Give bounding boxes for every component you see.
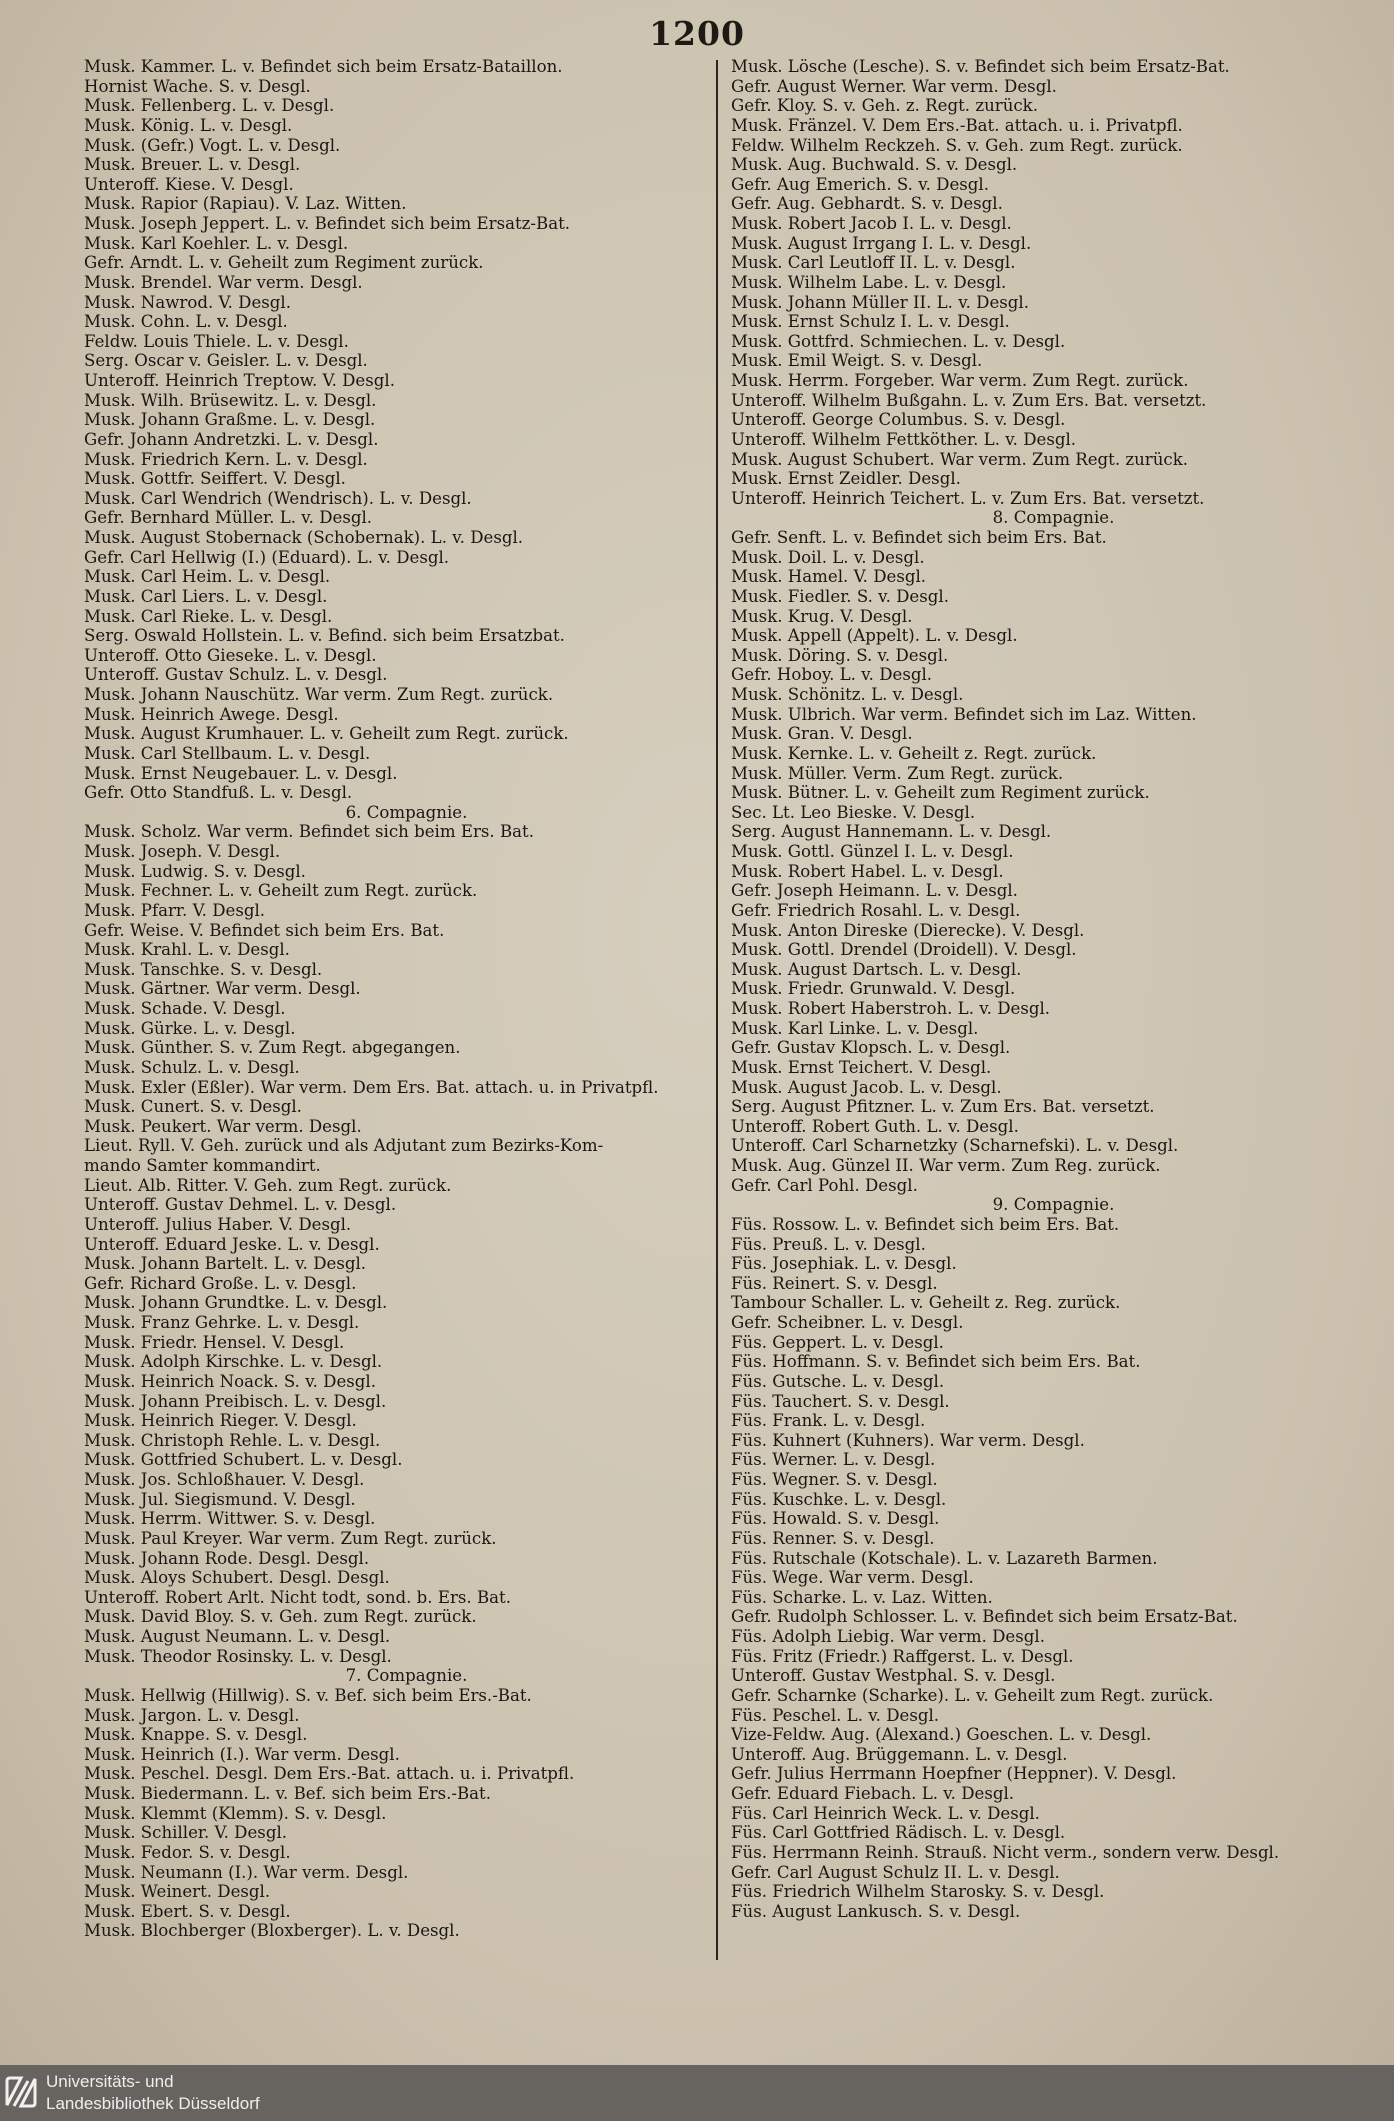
right-entry-line: Vize-Feldw. Aug. (Alexand.) Goeschen. L. v. Desgl.	[731, 1725, 1152, 1745]
left-entry-line: Musk. Schade. V. Desgl.	[84, 999, 286, 1018]
left-entry-line: Musk. Schulz. L. v. Desgl.	[84, 1057, 300, 1077]
right-entry-line: Musk. Gottl. Drendel (Droidell). V. Desgl.	[731, 940, 1077, 960]
right-entry-line: Füs. Carl Heinrich Weck. L. v. Desgl.	[731, 1803, 1040, 1823]
right-entry-line: Unteroff. Gustav Westphal. S. v. Desgl.	[731, 1666, 1056, 1686]
left-entry-line: Musk. Johann Nauschütz. War verm. Zum Regt. zurück.	[84, 685, 554, 704]
left-entry-line: Musk. Hellwig (Hillwig). S. v. Bef. sich beim Ers.-Bat.	[84, 1685, 532, 1705]
left-entry-line: Hornist Wache. S. v. Desgl.	[84, 76, 311, 96]
library-name-line1: Universitäts- und	[46, 2072, 174, 2091]
right-entry-line: Musk. Karl Linke. L. v. Desgl.	[731, 1018, 979, 1038]
left-entry-line: Unteroff. Gustav Dehmel. L. v. Desgl.	[84, 1195, 397, 1215]
right-entry-line: Füs. Kuschke. L. v. Desgl.	[731, 1489, 947, 1509]
right-entry-line: Musk. Müller. Verm. Zum Regt. zurück.	[731, 763, 1064, 783]
left-entry-line: Musk. Joseph Jeppert. L. v. Befindet sich beim Ersatz-Bat.	[84, 214, 571, 233]
left-entry-line: Gefr. Carl Hellwig (I.) (Eduard). L. v. Desgl.	[84, 547, 450, 567]
right-entry-line: Musk. Schönitz. L. v. Desgl.	[731, 685, 964, 704]
right-entry-line: Gefr. Carl Pohl. Desgl.	[731, 1175, 918, 1195]
right-entry-line: Füs. Adolph Liebig. War verm. Desgl.	[731, 1627, 1045, 1646]
left-entry-line: Musk. Cunert. S. v. Desgl.	[84, 1097, 302, 1117]
left-entry-line: Musk. Gürke. L. v. Desgl.	[84, 1018, 296, 1038]
left-entry-line: Musk. Carl Wendrich (Wendrisch). L. v. Desgl.	[84, 488, 472, 508]
right-entry-line: Musk. Robert Habel. L. v. Desgl.	[731, 861, 1004, 881]
right-entry-line: Musk. Bütner. L. v. Geheilt zum Regiment zurück.	[731, 783, 1150, 803]
right-entry-line: Musk. Aug. Günzel II. War verm. Zum Reg. zurück.	[731, 1156, 1161, 1175]
left-column	[84, 57, 729, 1941]
left-entry-line: Musk. Klemmt (Klemm). S. v. Desgl.	[84, 1803, 387, 1823]
right-entry-line: Musk. Gottl. Günzel I. L. v. Desgl.	[731, 842, 1014, 861]
left-entry-line: Musk. Gottfried Schubert. L. v. Desgl.	[84, 1450, 403, 1470]
left-entry-line: Musk. Carl Rieke. L. v. Desgl.	[84, 606, 333, 626]
right-section-heading: 9. Compagnie.	[992, 1195, 1115, 1215]
right-entry-line: Füs. Werner. L. v. Desgl.	[731, 1450, 936, 1470]
right-entry-line: Füs. Rossow. L. v. Befindet sich beim Ers. Bat.	[731, 1214, 1120, 1234]
left-entry-line: Musk. Fechner. L. v. Geheilt zum Regt. zurück.	[84, 881, 478, 901]
left-entry-line: Musk. Scholz. War verm. Befindet sich beim Ers. Bat.	[84, 822, 534, 842]
right-entry-line: Unteroff. Wilhelm Bußgahn. L. v. Zum Ers. Bat. versetzt.	[731, 390, 1207, 410]
left-entry-line: Musk. Heinrich Noack. S. v. Desgl.	[84, 1371, 377, 1391]
left-entry-line: Musk. David Bloy. S. v. Geh. zum Regt. zurück.	[84, 1607, 477, 1627]
left-entry-line: Musk. August Stobernack (Schobernak). L. v. Desgl.	[84, 528, 524, 547]
right-entry-line: Unteroff. Carl Scharnetzky (Scharnefski). L. v. Desgl.	[731, 1136, 1179, 1156]
left-entry-line: Musk. Friedr. Hensel. V. Desgl.	[84, 1332, 345, 1352]
right-entry-line: Musk. Robert Jacob I. L. v. Desgl.	[731, 214, 1012, 233]
right-entry-line: Füs. Carl Gottfried Rädisch. L. v. Desgl.	[731, 1823, 1066, 1843]
left-entry-line: Musk. Ebert. S. v. Desgl.	[84, 1901, 291, 1921]
left-entry-line: Unteroff. Gustav Schulz. L. v. Desgl.	[84, 665, 388, 685]
right-entry-line: Gefr. Kloy. S. v. Geh. z. Regt. zurück.	[731, 96, 1038, 116]
left-entry-line: Musk. Jargon. L. v. Desgl.	[84, 1705, 300, 1725]
right-entry-line: Musk. August Schubert. War verm. Zum Regt. zurück.	[731, 449, 1189, 469]
right-entry-line: Füs. Fritz (Friedr.) Raffgerst. L. v. Desgl.	[731, 1646, 1074, 1666]
left-entry-line: Musk. Friedrich Kern. L. v. Desgl.	[84, 449, 368, 469]
left-entry-line: Unteroff. Kiese. V. Desgl.	[84, 174, 294, 194]
left-entry-line: Musk. Nawrod. V. Desgl.	[84, 292, 291, 312]
right-entry-line: Musk. August Jacob. L. v. Desgl.	[731, 1077, 1002, 1097]
right-entry-line: Gefr. Carl August Schulz II. L. v. Desgl.	[731, 1862, 1060, 1882]
left-entry-line: Musk. Carl Heim. L. v. Desgl.	[84, 567, 331, 587]
right-entry-line: Gefr. Gustav Klopsch. L. v. Desgl.	[731, 1038, 1011, 1058]
right-entry-line: Unteroff. Robert Guth. L. v. Desgl.	[731, 1116, 1019, 1136]
right-entry-line: Musk. August Dartsch. L. v. Desgl.	[731, 959, 1022, 979]
right-entry-line: Serg. August Pfitzner. L. v. Zum Ers. Bat. versetzt.	[731, 1097, 1155, 1117]
left-entry-line: Musk. Peukert. War verm. Desgl.	[84, 1116, 362, 1136]
left-entry-line: Musk. Heinrich Rieger. V. Desgl.	[84, 1411, 357, 1431]
right-entry-line: Feldw. Wilhelm Reckzeh. S. v. Geh. zum Regt. zurück.	[731, 135, 1183, 155]
left-entry-line: Musk. Jul. Siegismund. V. Desgl.	[84, 1489, 356, 1509]
right-entry-line: Gefr. Joseph Heimann. L. v. Desgl.	[731, 881, 1018, 901]
right-entry-line: Gefr. Scharnke (Scharke). L. v. Geheilt zum Regt. zurück.	[731, 1685, 1214, 1705]
right-entry-line: Füs. Scharke. L. v. Laz. Witten.	[731, 1587, 993, 1607]
left-entry-line: Musk. Biedermann. L. v. Bef. sich beim Ers.-Bat.	[84, 1784, 491, 1803]
right-entry-line: Gefr. Rudolph Schlosser. L. v. Befindet sich beim Ersatz-Bat.	[731, 1607, 1238, 1627]
left-entry-line: Musk. August Neumann. L. v. Desgl.	[84, 1627, 391, 1646]
right-column	[731, 57, 1376, 1921]
left-entry-line: Gefr. Arndt. L. v. Geheilt zum Regiment zurück.	[84, 253, 484, 273]
left-entry-line: Musk. Tanschke. S. v. Desgl.	[84, 959, 323, 979]
right-entry-line: Gefr. Eduard Fiebach. L. v. Desgl.	[731, 1784, 1015, 1803]
right-entry-line: Füs. Reinert. S. v. Desgl.	[731, 1273, 938, 1293]
left-entry-line: Serg. Oswald Hollstein. L. v. Befind. sich beim Ersatzbat.	[84, 626, 565, 646]
left-entry-line: Musk. Johann Graßme. L. v. Desgl.	[84, 410, 376, 430]
right-entry-line: Musk. Wilhelm Labe. L. v. Desgl.	[731, 272, 1007, 292]
left-entry-line: Musk. Johann Grundtke. L. v. Desgl.	[84, 1293, 388, 1313]
left-entry-line: Musk. Karl Koehler. L. v. Desgl.	[84, 233, 349, 253]
left-entry-line: Lieut. Alb. Ritter. V. Geh. zum Regt. zurück.	[84, 1175, 452, 1195]
left-entry-line: Musk. Neumann (I.). War verm. Desgl.	[84, 1862, 409, 1882]
right-entry-line: Musk. Appell (Appelt). L. v. Desgl.	[731, 626, 1018, 646]
right-entry-line: Musk. Friedr. Grunwald. V. Desgl.	[731, 979, 1016, 999]
left-entry-line: Musk. Fellenberg. L. v. Desgl.	[84, 96, 335, 116]
right-entry-line: Gefr. Friedrich Rosahl. L. v. Desgl.	[731, 900, 1021, 920]
left-entry-line: Gefr. Otto Standfuß. L. v. Desgl.	[84, 783, 353, 803]
left-entry-line: Lieut. Ryll. V. Geh. zurück und als Adjutant zum Bezirks-Kom-	[84, 1136, 604, 1156]
left-entry-line: Musk. Johann Bartelt. L. v. Desgl.	[84, 1254, 367, 1274]
left-entry-line: Unteroff. Eduard Jeske. L. v. Desgl.	[84, 1234, 380, 1254]
right-entry-line: Musk. Lösche (Lesche). S. v. Befindet sich beim Ersatz-Bat.	[731, 57, 1230, 76]
right-entry-line: Füs. Wegner. S. v. Desgl.	[731, 1470, 938, 1489]
right-entry-line: Füs. Rutschale (Kotschale). L. v. Lazareth Barmen.	[731, 1548, 1158, 1568]
right-entry-line: Füs. Tauchert. S. v. Desgl.	[731, 1391, 950, 1411]
left-entry-line: Musk. Knappe. S. v. Desgl.	[84, 1725, 308, 1745]
right-entry-line: Füs. Hoffmann. S. v. Befindet sich beim Ers. Bat.	[731, 1352, 1141, 1372]
left-entry-line: Musk. Kammer. L. v. Befindet sich beim Ersatz-Bataillon.	[84, 57, 563, 76]
library-name-line2: Landesbibliothek Düsseldorf	[46, 2094, 260, 2113]
left-entry-line: Musk. Johann Preibisch. L. v. Desgl.	[84, 1391, 387, 1411]
left-entry-line: Musk. Breuer. L. v. Desgl.	[84, 155, 301, 175]
right-entry-line: Musk. Herrm. Forgeber. War verm. Zum Regt. zurück.	[731, 371, 1189, 390]
left-entry-line: Unteroff. Otto Gieseke. L. v. Desgl.	[84, 645, 377, 665]
right-entry-line: Tambour Schaller. L. v. Geheilt z. Reg. zurück.	[731, 1293, 1121, 1313]
left-entry-line: Unteroff. Robert Arlt. Nicht todt, sond. b. Ers. Bat.	[84, 1587, 511, 1607]
library-footer	[0, 2065, 1394, 2121]
left-entry-line: Musk. August Krumhauer. L. v. Geheilt zum Regt. zurück.	[84, 724, 569, 744]
right-entry-line: Füs. Herrmann Reinh. Strauß. Nicht verm., sondern verw. Desgl.	[731, 1842, 1280, 1862]
right-entry-line: Musk. Kernke. L. v. Geheilt z. Regt. zurück.	[731, 743, 1097, 763]
left-entry-line: Gefr. Richard Große. L. v. Desgl.	[84, 1273, 357, 1293]
right-entry-line: Musk. Ernst Zeidler. Desgl.	[731, 469, 961, 489]
left-entry-line: Musk. Ernst Neugebauer. L. v. Desgl.	[84, 763, 398, 783]
left-entry-line: Musk. Adolph Kirschke. L. v. Desgl.	[84, 1352, 383, 1372]
right-entry-line: Unteroff. Wilhelm Fettköther. L. v. Desgl.	[731, 429, 1077, 449]
right-entry-line: Füs. Gutsche. L. v. Desgl.	[731, 1371, 945, 1391]
left-entry-line: Musk. Theodor Rosinsky. L. v. Desgl.	[84, 1646, 392, 1666]
right-entry-line: Musk. August Irrgang I. L. v. Desgl.	[731, 233, 1032, 253]
left-entry-line: Musk. Pfarr. V. Desgl.	[84, 900, 266, 920]
left-entry-line: Musk. Jos. Schloßhauer. V. Desgl.	[84, 1470, 365, 1489]
left-entry-line: Musk. Brendel. War verm. Desgl.	[84, 272, 363, 292]
right-entry-line: Musk. Krug. V. Desgl.	[731, 606, 913, 626]
left-entry-line: Musk. Carl Liers. L. v. Desgl.	[84, 586, 328, 606]
right-entry-line: Musk. Anton Direske (Dierecke). V. Desgl.	[731, 920, 1085, 940]
left-entry-line: Musk. Wilh. Brüsewitz. L. v. Desgl.	[84, 390, 377, 410]
left-entry-line: Musk. Christoph Rehle. L. v. Desgl.	[84, 1430, 381, 1450]
left-entry-line: Unteroff. Heinrich Treptow. V. Desgl.	[84, 371, 395, 390]
right-entry-line: Musk. Doil. L. v. Desgl.	[731, 547, 925, 567]
right-entry-line: Serg. August Hannemann. L. v. Desgl.	[731, 822, 1052, 842]
right-entry-line: Musk. Carl Leutloff II. L. v. Desgl.	[731, 253, 1016, 273]
right-entry-line: Musk. Johann Müller II. L. v. Desgl.	[731, 292, 1030, 312]
right-entry-line: Musk. Gottfrd. Schmiechen. L. v. Desgl.	[731, 331, 1066, 351]
right-entry-line: Füs. Howald. S. v. Desgl.	[731, 1509, 940, 1529]
left-entry-line: Musk. Blochberger (Bloxberger). L. v. Desgl.	[84, 1921, 460, 1941]
left-section-heading: 7. Compagnie.	[345, 1666, 468, 1686]
column-divider	[716, 60, 718, 1960]
right-entry-line: Gefr. Senft. L. v. Befindet sich beim Ers. Bat.	[731, 528, 1107, 547]
right-entry-line: Gefr. August Werner. War verm. Desgl.	[731, 76, 1057, 96]
left-entry-line: Musk. Heinrich Awege. Desgl.	[84, 704, 339, 724]
right-entry-line: Füs. Geppert. L. v. Desgl.	[731, 1332, 944, 1352]
left-entry-line: Musk. Peschel. Desgl. Dem Ers.-Bat. attach. u. i. Privatpfl.	[84, 1764, 575, 1784]
right-entry-line: Sec. Lt. Leo Bieske. V. Desgl.	[731, 802, 976, 822]
left-entry-line: Gefr. Bernhard Müller. L. v. Desgl.	[84, 508, 373, 528]
right-entry-line: Füs. August Lankusch. S. v. Desgl.	[731, 1901, 1021, 1921]
right-entry-line: Unteroff. Aug. Brüggemann. L. v. Desgl.	[731, 1744, 1068, 1764]
right-entry-line: Musk. Fränzel. V. Dem Ers.-Bat. attach. u. i. Privatpfl.	[731, 115, 1183, 135]
ulb-duesseldorf-logo-icon	[4, 2075, 38, 2109]
library-name	[46, 2071, 260, 2115]
right-entry-line: Gefr. Aug. Gebhardt. S. v. Desgl.	[731, 194, 1003, 214]
left-entry-line: Musk. Aloys Schubert. Desgl. Desgl.	[84, 1568, 390, 1588]
right-entry-line: Musk. Robert Haberstroh. L. v. Desgl.	[731, 999, 1051, 1018]
right-entry-line: Füs. Preuß. L. v. Desgl.	[731, 1234, 926, 1254]
right-entry-line: Musk. Aug. Buchwald. S. v. Desgl.	[731, 155, 1018, 175]
left-entry-line: Musk. Johann Rode. Desgl. Desgl.	[84, 1548, 370, 1568]
left-entry-line: Musk. Heinrich (I.). War verm. Desgl.	[84, 1744, 400, 1764]
right-entry-line: Füs. Frank. L. v. Desgl.	[731, 1411, 926, 1431]
left-entry-line: Musk. Cohn. L. v. Desgl.	[84, 312, 288, 332]
left-entry-line: Musk. Ludwig. S. v. Desgl.	[84, 861, 306, 881]
left-entry-line: Musk. Exler (Eßler). War verm. Dem Ers. Bat. attach. u. in Privatpfl.	[84, 1077, 659, 1097]
right-section-heading: 8. Compagnie.	[992, 508, 1115, 528]
right-entry-line: Musk. Döring. S. v. Desgl.	[731, 645, 949, 665]
left-entry-line: Musk. (Gefr.) Vogt. L. v. Desgl.	[84, 135, 341, 155]
page-number: 1200	[649, 14, 745, 53]
left-entry-line: Musk. Joseph. V. Desgl.	[84, 842, 281, 861]
left-entry-line: Musk. Carl Stellbaum. L. v. Desgl.	[84, 743, 371, 763]
left-entry-line: Musk. König. L. v. Desgl.	[84, 115, 293, 135]
left-entry-line: Unteroff. Julius Haber. V. Desgl.	[84, 1214, 352, 1234]
right-entry-line: Füs. Josephiak. L. v. Desgl.	[731, 1254, 957, 1274]
left-entry-line: Musk. Paul Kreyer. War verm. Zum Regt. zurück.	[84, 1528, 497, 1548]
left-entry-line: Musk. Schiller. V. Desgl.	[84, 1823, 288, 1843]
right-entry-line: Musk. Ernst Teichert. V. Desgl.	[731, 1057, 992, 1077]
left-entry-line: Serg. Oscar v. Geisler. L. v. Desgl.	[84, 351, 368, 371]
left-entry-line: Musk. Günther. S. v. Zum Regt. abgegangen.	[84, 1038, 461, 1058]
right-entry-line: Gefr. Hoboy. L. v. Desgl.	[731, 665, 933, 685]
right-entry-line: Füs. Peschel. L. v. Desgl.	[731, 1705, 940, 1725]
left-entry-line: Musk. Herrm. Wittwer. S. v. Desgl.	[84, 1509, 376, 1529]
right-entry-line: Füs. Wege. War verm. Desgl.	[731, 1568, 974, 1588]
left-entry-line: Musk. Gärtner. War verm. Desgl.	[84, 979, 361, 999]
left-entry-line: Musk. Fedor. S. v. Desgl.	[84, 1842, 291, 1862]
right-entry-line: Füs. Renner. S. v. Desgl.	[731, 1528, 935, 1548]
left-entry-line: Gefr. Weise. V. Befindet sich beim Ers. Bat.	[84, 920, 445, 940]
left-entry-line: Musk. Krahl. L. v. Desgl.	[84, 940, 290, 960]
right-entry-line: Füs. Kuhnert (Kuhners). War verm. Desgl.	[731, 1430, 1085, 1450]
left-entry-line: Gefr. Johann Andretzki. L. v. Desgl.	[84, 429, 379, 449]
right-entry-line: Gefr. Julius Herrmann Hoepfner (Heppner). V. Desgl.	[731, 1764, 1177, 1784]
right-entry-line: Musk. Ernst Schulz I. L. v. Desgl.	[731, 312, 1010, 332]
left-entry-line: Musk. Rapior (Rapiau). V. Laz. Witten.	[84, 194, 407, 214]
right-entry-line: Musk. Emil Weigt. S. v. Desgl.	[731, 351, 983, 371]
left-entry-line: Musk. Franz Gehrke. L. v. Desgl.	[84, 1313, 360, 1332]
right-entry-line: Musk. Ulbrich. War verm. Befindet sich im Laz. Witten.	[731, 704, 1197, 724]
right-entry-line: Musk. Fiedler. S. v. Desgl.	[731, 586, 949, 606]
right-entry-line: Gefr. Scheibner. L. v. Desgl.	[731, 1313, 964, 1332]
left-entry-line: Feldw. Louis Thiele. L. v. Desgl.	[84, 331, 349, 351]
left-entry-line: mando Samter kommandirt.	[84, 1156, 321, 1175]
left-section-heading: 6. Compagnie.	[345, 802, 468, 822]
right-entry-line: Musk. Hamel. V. Desgl.	[731, 567, 927, 587]
right-entry-line: Unteroff. Heinrich Teichert. L. v. Zum Ers. Bat. versetzt.	[731, 488, 1205, 508]
right-entry-line: Füs. Friedrich Wilhelm Starosky. S. v. Desgl.	[731, 1882, 1105, 1902]
left-entry-line: Musk. Gottfr. Seiffert. V. Desgl.	[84, 469, 346, 489]
right-entry-line: Musk. Gran. V. Desgl.	[731, 724, 913, 744]
right-entry-line: Gefr. Aug Emerich. S. v. Desgl.	[731, 174, 990, 194]
right-entry-line: Unteroff. George Columbus. S. v. Desgl.	[731, 410, 1066, 430]
left-entry-line: Musk. Weinert. Desgl.	[84, 1882, 271, 1902]
